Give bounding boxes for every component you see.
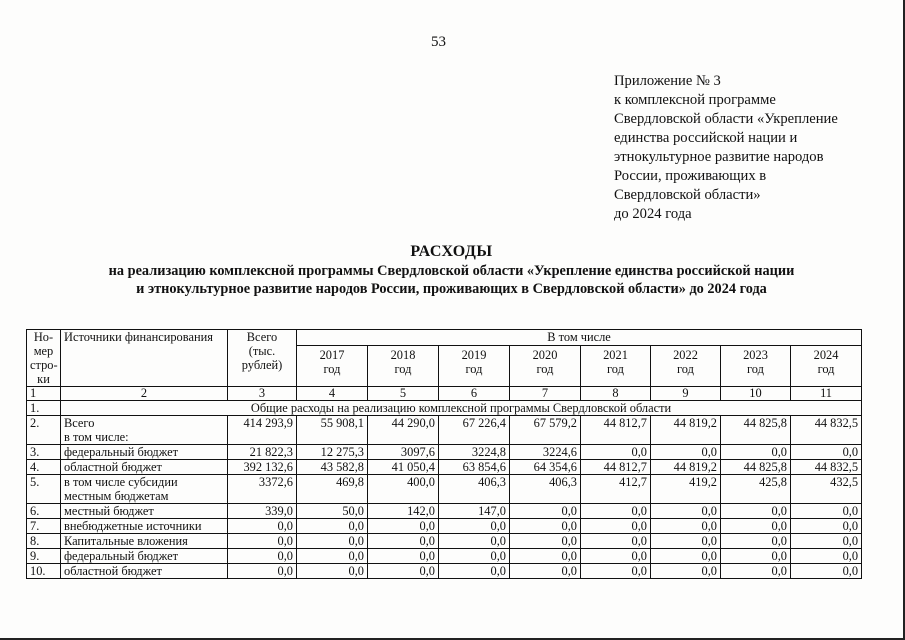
row-number: 6.: [27, 504, 61, 519]
row-year-value: 0,0: [581, 519, 651, 534]
header-funding-source: Источники финансирования: [61, 330, 228, 387]
row-year-value: 43 582,8: [297, 460, 368, 475]
header-year-unit: год: [677, 361, 694, 376]
document-title: РАСХОДЫ: [410, 243, 493, 260]
row-year-value: 0,0: [368, 564, 439, 579]
row-number: 4.: [27, 460, 61, 475]
column-number: 6: [439, 387, 510, 401]
header-text-line: (тыс.: [248, 344, 276, 358]
header-text-line: Но-: [33, 330, 54, 344]
header-year-value: 2019: [461, 347, 487, 362]
header-year-value: 2024: [813, 347, 839, 362]
row-label-line: в том числе:: [64, 430, 129, 444]
row-number: 3.: [27, 445, 61, 460]
row-year-value: 406,3: [510, 475, 581, 504]
row-year-value: 67 579,2: [510, 416, 581, 445]
appendix-block: [614, 72, 884, 224]
header-year-value: 2023: [743, 347, 768, 362]
column-number: 9: [651, 387, 721, 401]
row-year-value: 0,0: [297, 534, 368, 549]
row-year-value: 67 226,4: [439, 416, 510, 445]
header-year: [439, 345, 510, 386]
row-total: 3372,6: [228, 475, 297, 504]
row-year-value: 44 825,8: [721, 416, 791, 445]
row-year-value: 0,0: [581, 504, 651, 519]
row-total: 339,0: [228, 504, 297, 519]
row-label-line: федеральный бюджет: [64, 549, 179, 563]
document-subtitle-line-1: на реализацию комплексной программы Свердловской области «Укрепление единства российской нации: [108, 263, 795, 279]
row-year-value: 425,8: [721, 475, 791, 504]
row-year-value: 0,0: [651, 564, 721, 579]
row-year-value: 0,0: [791, 549, 862, 564]
row-total: 0,0: [228, 534, 297, 549]
row-year-value: 0,0: [721, 519, 791, 534]
row-label-line: областной бюджет: [64, 564, 162, 578]
row-year-value: 44 812,7: [581, 416, 651, 445]
row-year-value: 0,0: [721, 549, 791, 564]
row-year-value: 0,0: [510, 549, 581, 564]
row-year-value: 0,0: [368, 519, 439, 534]
row-label: [61, 445, 228, 460]
header-text-line: рублей): [241, 358, 283, 372]
column-number: 3: [228, 387, 297, 401]
row-label-line: областной бюджет: [64, 460, 162, 474]
appendix-line: Свердловской области»: [614, 187, 761, 203]
document-subtitle-line-2: и этнокультурное развитие народов России, проживающих в Свердловской области» до 2024 года: [136, 281, 767, 297]
row-year-value: 0,0: [439, 534, 510, 549]
appendix-line: Свердловской области «Укрепление: [614, 111, 838, 127]
table-row: [27, 445, 862, 460]
row-year-value: 0,0: [439, 519, 510, 534]
header-text-line: ки: [37, 372, 50, 386]
row-label: [61, 504, 228, 519]
row-total: 392 132,6: [228, 460, 297, 475]
row-year-value: 0,0: [581, 445, 651, 460]
row-year-value: 400,0: [368, 475, 439, 504]
row-year-value: 0,0: [510, 504, 581, 519]
row-year-value: 0,0: [651, 519, 721, 534]
row-year-value: 469,8: [297, 475, 368, 504]
row-year-value: 0,0: [651, 504, 721, 519]
header-year: [368, 345, 439, 386]
row-number: 5.: [27, 475, 61, 504]
header-text-line: мер: [33, 344, 54, 358]
row-number: 1.: [27, 401, 61, 416]
table-row: [27, 475, 862, 504]
row-year-value: 0,0: [510, 534, 581, 549]
row-year-value: 44 819,2: [651, 416, 721, 445]
header-year-value: 2017: [319, 347, 345, 362]
row-year-value: 0,0: [721, 445, 791, 460]
row-year-value: 406,3: [439, 475, 510, 504]
row-label-line: местный бюджет: [64, 504, 154, 518]
row-year-value: 0,0: [297, 564, 368, 579]
row-year-value: 147,0: [439, 504, 510, 519]
row-year-value: 0,0: [791, 564, 862, 579]
row-number: 10.: [27, 564, 61, 579]
header-year-unit: год: [747, 361, 764, 376]
header-year: [791, 345, 862, 386]
row-year-value: 0,0: [721, 504, 791, 519]
row-number: 8.: [27, 534, 61, 549]
column-number: 7: [510, 387, 581, 401]
column-number: 4: [297, 387, 368, 401]
row-total: 0,0: [228, 549, 297, 564]
table-row: [27, 534, 862, 549]
header-year-unit: год: [394, 361, 412, 376]
row-year-value: 44 812,7: [581, 460, 651, 475]
row-label: [61, 549, 228, 564]
header-year-unit: год: [465, 361, 483, 376]
row-total: 21 822,3: [228, 445, 297, 460]
header-year-value: 2022: [673, 347, 698, 362]
row-year-value: 0,0: [581, 534, 651, 549]
row-label-line: Капитальные вложения: [64, 534, 188, 548]
row-label: [61, 460, 228, 475]
row-label: [61, 564, 228, 579]
row-label-line: в том числе субсидии: [64, 475, 178, 489]
row-year-value: 0,0: [791, 445, 862, 460]
appendix-line: до 2024 года: [614, 206, 692, 222]
table-row: [27, 460, 862, 475]
row-year-value: 44 819,2: [651, 460, 721, 475]
row-year-value: 0,0: [581, 564, 651, 579]
row-year-value: 44 832,5: [791, 416, 862, 445]
page-number: 53: [431, 34, 446, 50]
row-year-value: 0,0: [791, 504, 862, 519]
header-year: [651, 345, 721, 386]
section-title: Общие расходы на реализацию комплексной программы Свердловской области: [61, 401, 862, 416]
row-year-value: 0,0: [510, 564, 581, 579]
header-including: В том числе: [297, 330, 862, 346]
row-year-value: 0,0: [651, 549, 721, 564]
row-label: [61, 519, 228, 534]
header-row-number: [27, 330, 61, 387]
appendix-line: к комплексной программе: [614, 92, 776, 108]
header-text-line: Всего: [246, 330, 278, 344]
row-number: 7.: [27, 519, 61, 534]
appendix-line: этнокультурное развитие народов: [614, 149, 824, 165]
header-text-line: стро-: [30, 358, 58, 372]
row-year-value: 0,0: [721, 564, 791, 579]
column-number: 1: [27, 387, 61, 401]
row-label-line: местным бюджетам: [64, 489, 169, 503]
header-year-unit: год: [323, 361, 341, 376]
row-year-value: 3224,6: [510, 445, 581, 460]
section-row: [27, 401, 862, 416]
header-year: [581, 345, 651, 386]
header-year: [721, 345, 791, 386]
row-year-value: 55 908,1: [297, 416, 368, 445]
row-year-value: 63 854,6: [439, 460, 510, 475]
row-year-value: 0,0: [297, 549, 368, 564]
row-year-value: 0,0: [581, 549, 651, 564]
row-number: 2.: [27, 416, 61, 445]
header-total: [228, 330, 297, 387]
row-year-value: 44 825,8: [721, 460, 791, 475]
header-year-value: 2018: [390, 347, 416, 362]
row-year-value: 3224,8: [439, 445, 510, 460]
row-number: 9.: [27, 549, 61, 564]
row-year-value: 0,0: [439, 549, 510, 564]
row-label: [61, 475, 228, 504]
row-year-value: 0,0: [791, 534, 862, 549]
header-year-unit: год: [607, 361, 624, 376]
row-year-value: 0,0: [651, 534, 721, 549]
row-year-value: 50,0: [297, 504, 368, 519]
row-label-line: федеральный бюджет: [64, 445, 179, 459]
row-year-value: 432,5: [791, 475, 862, 504]
row-year-value: 0,0: [368, 534, 439, 549]
row-year-value: 0,0: [510, 519, 581, 534]
column-number: 5: [368, 387, 439, 401]
row-year-value: 419,2: [651, 475, 721, 504]
row-year-value: 44 290,0: [368, 416, 439, 445]
table-row: [27, 564, 862, 579]
row-year-value: 64 354,6: [510, 460, 581, 475]
row-label-line: внебюджетные источники: [64, 519, 202, 533]
table-row: [27, 549, 862, 564]
header-year-unit: год: [817, 361, 835, 376]
header-year-value: 2020: [532, 347, 558, 362]
row-year-value: 3097,6: [368, 445, 439, 460]
table-row: [27, 519, 862, 534]
row-year-value: 142,0: [368, 504, 439, 519]
row-label: [61, 416, 228, 445]
row-year-value: 0,0: [791, 519, 862, 534]
row-year-value: 0,0: [297, 519, 368, 534]
expenses-table: [26, 329, 862, 579]
row-year-value: 0,0: [651, 445, 721, 460]
column-number: 8: [581, 387, 651, 401]
table-header-row: [27, 330, 862, 346]
header-year-value: 2021: [603, 347, 628, 362]
row-year-value: 12 275,3: [297, 445, 368, 460]
row-year-value: 0,0: [368, 549, 439, 564]
row-year-value: 41 050,4: [368, 460, 439, 475]
row-total: 0,0: [228, 564, 297, 579]
column-number: 11: [791, 387, 862, 401]
header-year: [510, 345, 581, 386]
appendix-line: единства российской нации и: [614, 130, 798, 146]
column-number: 10: [721, 387, 791, 401]
column-number: 2: [61, 387, 228, 401]
row-year-value: 0,0: [439, 564, 510, 579]
appendix-line: Приложение № 3: [614, 73, 721, 89]
row-year-value: 0,0: [721, 534, 791, 549]
appendix-line: России, проживающих в: [614, 168, 767, 184]
row-label-line: Всего: [64, 416, 95, 430]
row-total: 414 293,9: [228, 416, 297, 445]
header-year-unit: год: [536, 361, 554, 376]
table-row: [27, 416, 862, 445]
header-year: [297, 345, 368, 386]
row-year-value: 412,7: [581, 475, 651, 504]
row-total: 0,0: [228, 519, 297, 534]
table-row: [27, 504, 862, 519]
column-numbers-row: [27, 387, 862, 401]
row-year-value: 44 832,5: [791, 460, 862, 475]
row-label: [61, 534, 228, 549]
